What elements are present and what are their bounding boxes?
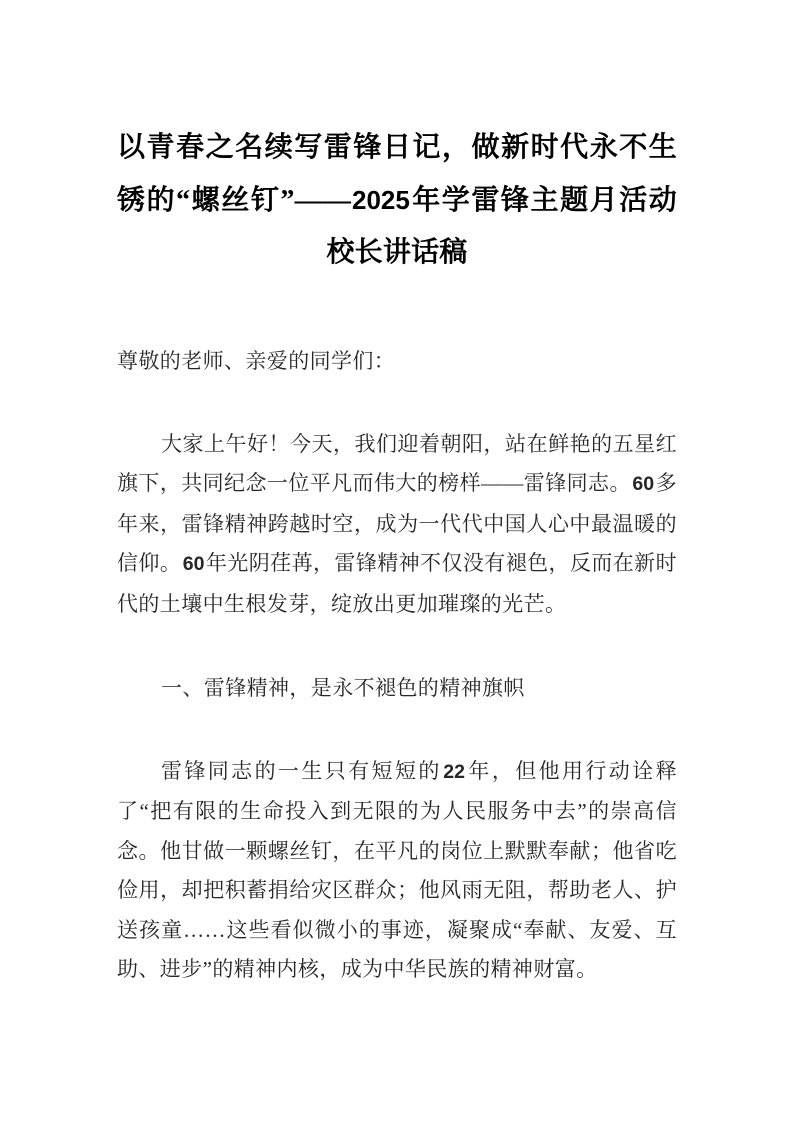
paragraph-2-number-1: 22 [443,760,465,783]
paragraph-1-number-1: 60 [632,473,655,495]
paragraph-1-number-2: 60 [182,553,205,575]
paragraph-1-segment-1: 大家上午好！今天，我们迎着朝阳，站在鲜艳的五星红旗下，共同纪念一位平凡而伟大的榜样——雷锋同志。 [117,431,677,495]
title-year: 2025 [352,185,410,215]
paragraph-2-segment-1: 雷锋同志的一生只有短短的 [161,758,442,783]
salutation-line: 尊敬的老师、亲爱的同学们： [117,349,396,373]
paragraph-2-segment-2: 年，但他用行动诠释了“把有限的生命投入到无限的为人民服务中去”的崇高信念。他甘做一颗螺丝钉，在平凡的岗位上默默奉献；他省吃俭用，却把积蓄捐给灾区群众；他风雨无阻，帮助老人、护送孩童……这些看似微小的事迹，凝聚成“奉献、友爱、互助、进步”的精神内核，成为中华民族的精神财富。 [117,758,677,981]
paragraph-1-segment-2: 多年来，雷锋精神跨越时空，成为一代代中国人心中最温暖的信仰。 [117,471,677,575]
document-title [117,0,677,279]
title-text-part1: 以青春之名续写雷锋日记，做新时代永不生锈的“螺丝钉”—— [117,132,677,216]
paragraph-1-segment-3: 年光阴荏苒，雷锋精神不仅没有褪色，反而在新时代的土壤中生根发芽，绽放出更加璀璨的光芒。 [117,551,677,616]
paragraph-opening [117,382,677,625]
title-text-part2: 年学雷锋主题月活动校长讲话稿 [326,185,677,268]
section-heading-1: 一、雷锋精神，是永不褪色的精神旗帜 [161,676,525,700]
paragraph-section-1-body [117,709,677,990]
document-content [117,0,677,990]
